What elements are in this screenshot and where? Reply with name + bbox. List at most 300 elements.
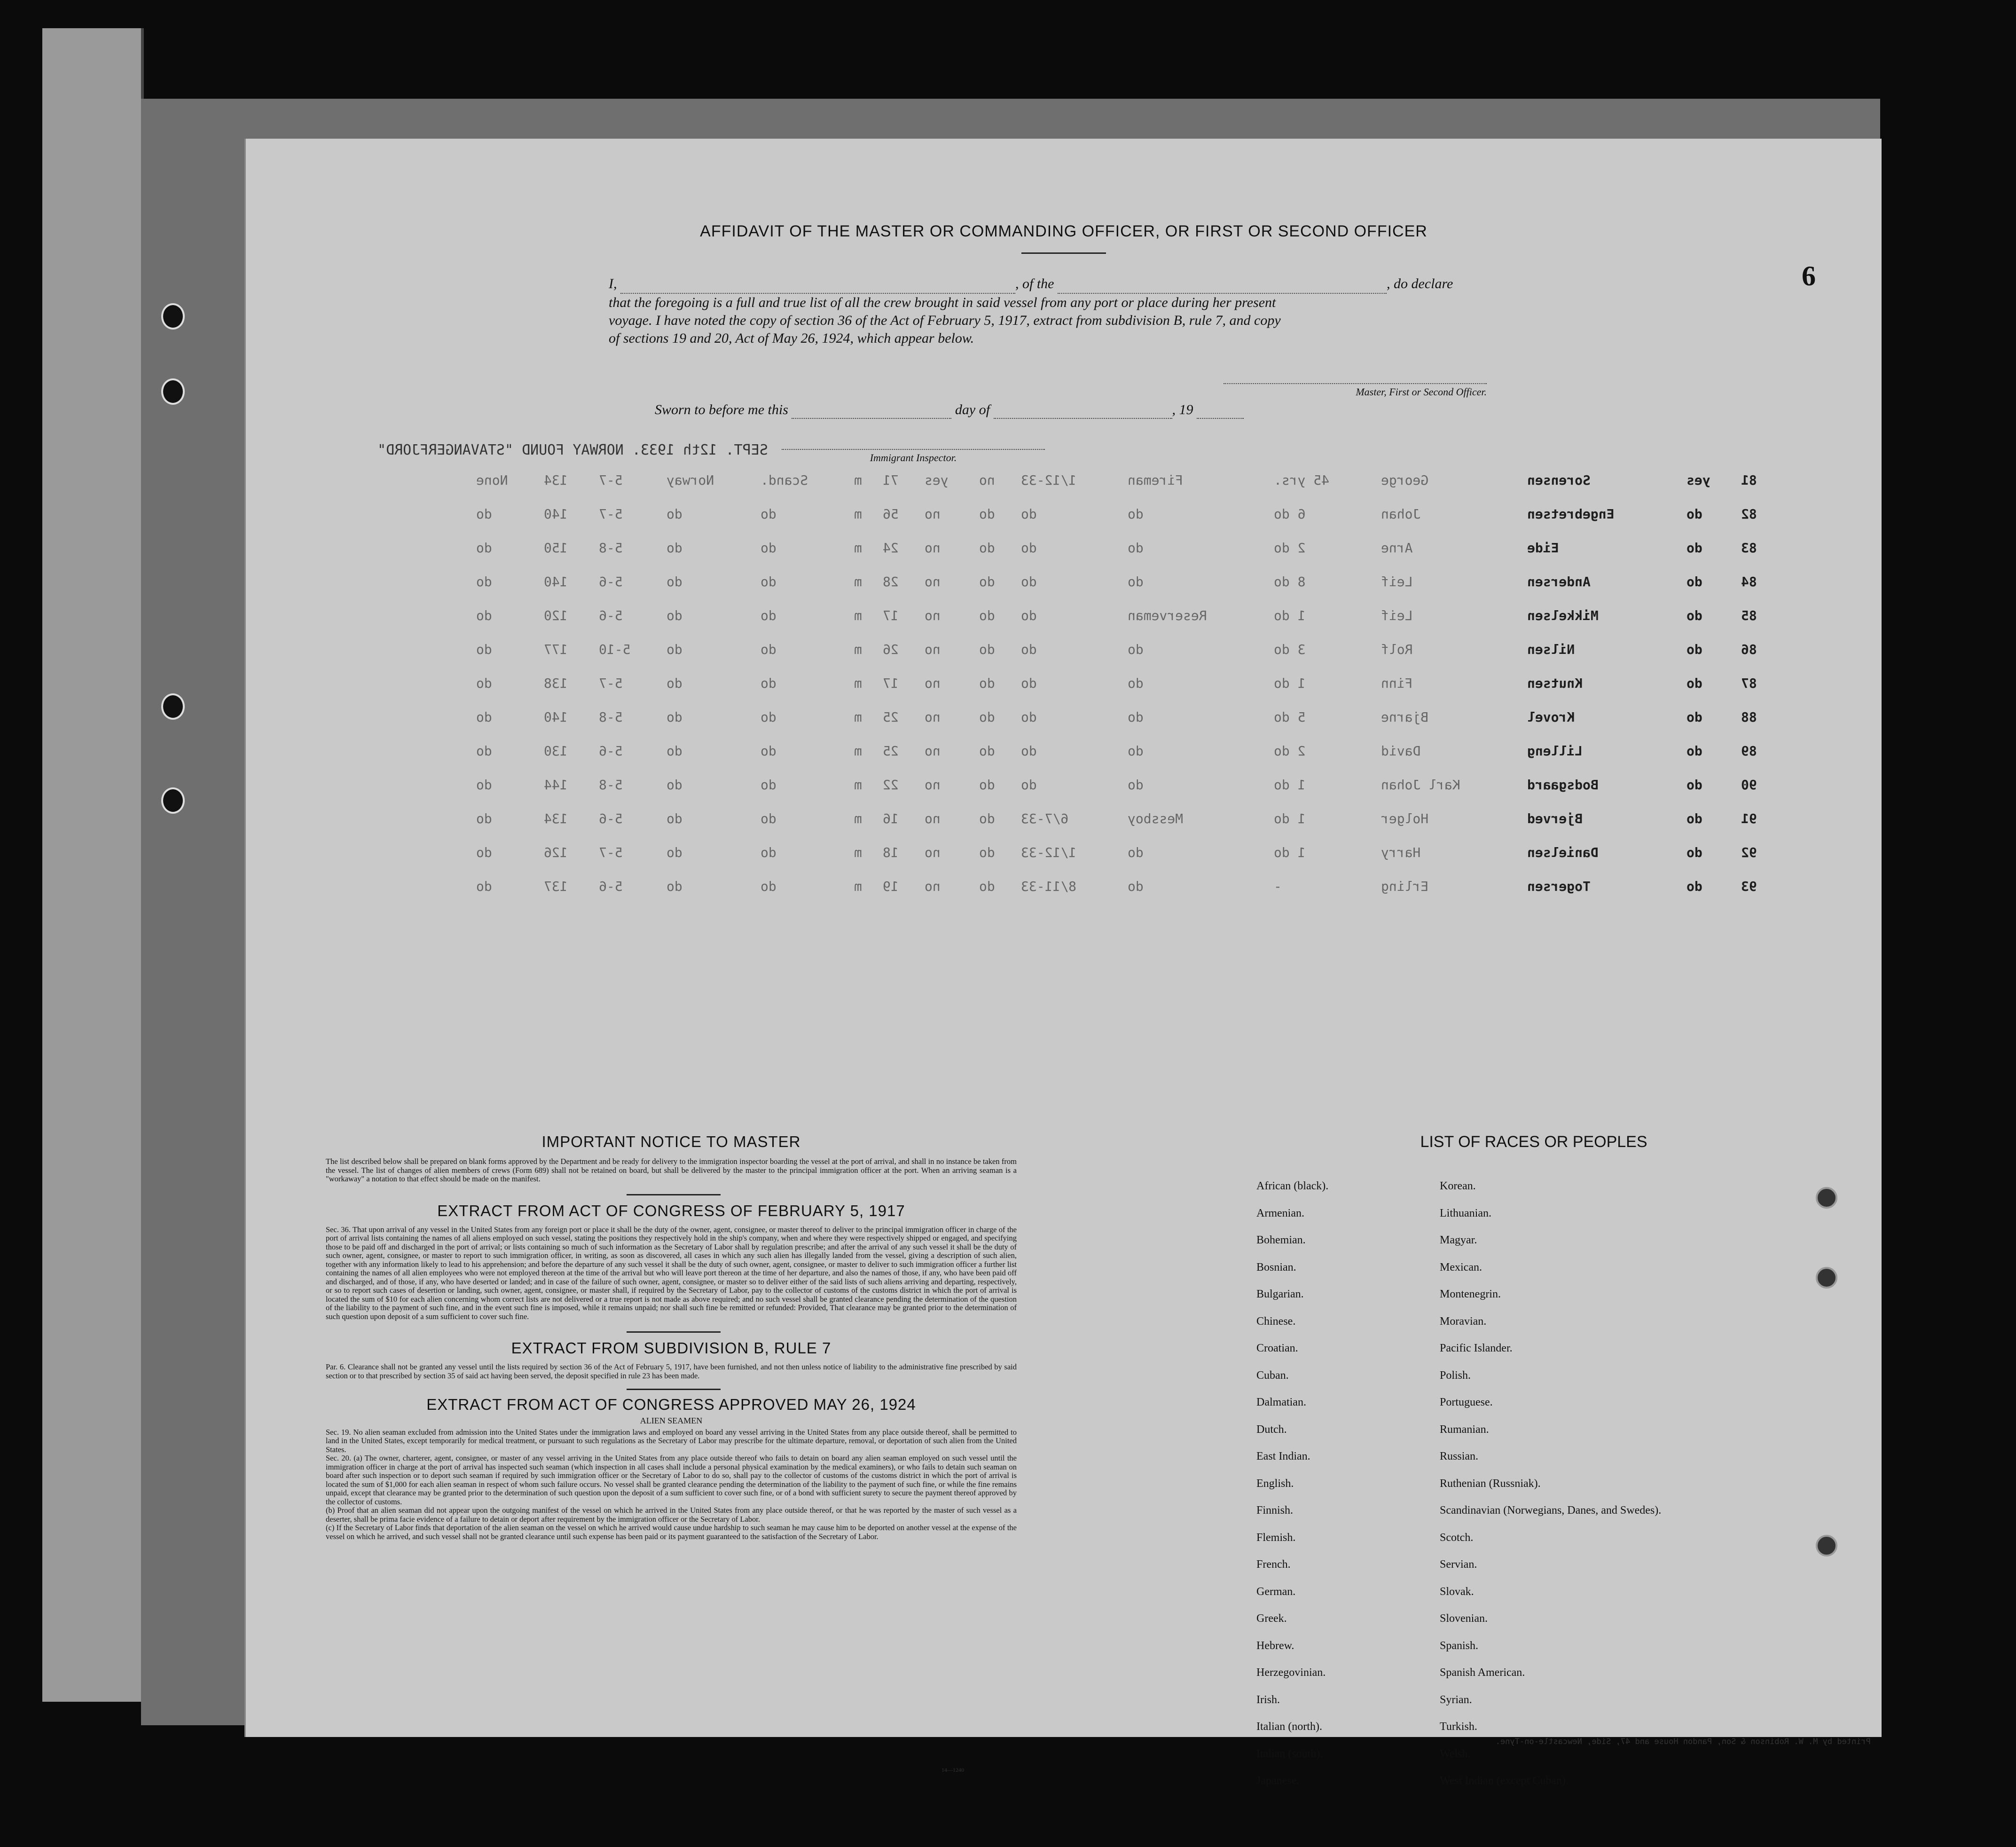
crew-cell-age	[1269, 463, 1376, 497]
crew-cell-text: do	[760, 878, 777, 894]
crew-cell-sex	[849, 835, 878, 869]
crew-cell-text: do	[1686, 506, 1702, 522]
crew-cell-date	[1016, 768, 1123, 802]
affidavit-line-4: of sections 19 and 20, Act of May 26, 1924, which appear below.	[609, 330, 974, 346]
crew-cell-nat	[756, 531, 850, 565]
crew-cell-text: 85	[1741, 607, 1757, 623]
crew-cell-text: David	[1381, 743, 1421, 759]
crew-cell-text: do	[760, 574, 777, 589]
affidavit-text	[609, 275, 1784, 347]
notice-rule	[627, 1194, 721, 1195]
race-row	[1256, 1775, 1726, 1802]
crew-cell-col8	[974, 734, 1016, 768]
crew-cell-no	[1736, 869, 1778, 903]
crew-cell-no	[1736, 565, 1778, 598]
crew-cell-date	[1016, 531, 1123, 565]
crew-cell-text: do	[979, 574, 995, 589]
punch-hole	[161, 787, 185, 814]
crew-cell-age	[1269, 734, 1376, 768]
race-item: Dutch.	[1256, 1423, 1287, 1436]
race-row	[1256, 1288, 1726, 1315]
crew-cell-nat	[756, 802, 850, 835]
crew-cell-sex	[849, 869, 878, 903]
notice-body: The list described below shall be prepared on blank forms approved by the Department and be ready for delivery to the immigration inspector boarding the vessel at the port of arrival, and shall in no instance be taken from the vessel. The list of changes of alien members of crews (Form 689) shall not be retained on board, but shall be delivered by the master to the principal immigration officer at the port. When an arriving seaman is a "workaway" a notation to that effect should be made on the manifest.	[326, 1157, 1017, 1183]
crew-cell-col8	[974, 700, 1016, 734]
race-row	[1256, 1342, 1726, 1369]
crew-cell-age	[1269, 700, 1376, 734]
race-item: Russian.	[1440, 1450, 1479, 1462]
crew-cell-text: 17	[883, 607, 899, 623]
crew-cell-height	[594, 802, 662, 835]
crew-cell-text: do	[760, 607, 777, 623]
crew-cell-role	[1123, 768, 1269, 802]
printer-imprint: Printed by M. W. Robinson & Son, Pandon House and 47, Side, Newcastle-on-Tyne.	[1495, 1737, 1871, 1746]
race-item: French.	[1256, 1558, 1291, 1571]
crew-cell-text: 5-7	[598, 675, 623, 691]
crew-cell-text: no	[979, 472, 995, 488]
crew-cell-col8	[974, 835, 1016, 869]
crew-cell-text: m	[854, 709, 863, 725]
crew-cell-col9	[920, 700, 974, 734]
crew-cell-role	[1123, 463, 1269, 497]
crew-cell-given	[1376, 768, 1522, 802]
crew-cell-text: Andersen	[1527, 574, 1591, 589]
crew-cell-text: 1/12-33	[1020, 844, 1076, 860]
race-item: Turkish.	[1440, 1721, 1477, 1733]
crew-cell-text: 5-6	[598, 878, 623, 894]
crew-cell-text: 1 do	[1274, 675, 1306, 691]
crew-cell-text: 2 do	[1274, 743, 1306, 759]
crew-cell-text: no	[924, 709, 941, 725]
crew-cell-country	[662, 497, 756, 531]
crew-cell-sex	[849, 632, 878, 666]
crew-cell-height	[594, 463, 662, 497]
sworn-line	[655, 402, 1244, 419]
crew-cell-age2	[878, 463, 920, 497]
crew-cell-no	[1736, 734, 1778, 768]
crew-cell-age2	[878, 869, 920, 903]
crew-cell-text: Karl Johan	[1381, 777, 1460, 793]
crew-cell-text: 8/11-33	[1020, 878, 1076, 894]
race-row	[1256, 1261, 1726, 1289]
crew-cell-text: do	[1020, 540, 1037, 556]
crew-cell-weight	[539, 497, 594, 531]
crew-cell-given	[1376, 531, 1522, 565]
crew-cell-age	[1269, 768, 1376, 802]
crew-cell-height	[594, 734, 662, 768]
crew-row	[471, 768, 1778, 802]
crew-cell-surname	[1522, 531, 1682, 565]
crew-cell-date	[1016, 734, 1123, 768]
extract2-title: EXTRACT FROM SUBDIVISION B, RULE 7	[511, 1339, 832, 1357]
crew-cell-mark	[471, 835, 539, 869]
crew-cell-text: yes	[1686, 472, 1710, 488]
crew-cell-text: 5-6	[598, 574, 623, 589]
race-item: Irish.	[1256, 1693, 1280, 1706]
crew-cell-text: 140	[544, 574, 568, 589]
crew-cell-text: do	[1128, 641, 1144, 657]
crew-cell-date	[1016, 802, 1123, 835]
crew-cell-weight	[539, 598, 594, 632]
crew-cell-age2	[878, 666, 920, 700]
day-of-text: day of	[955, 402, 990, 417]
crew-cell-text: 5-8	[598, 777, 623, 793]
crew-cell-col8	[974, 802, 1016, 835]
crew-cell-text: m	[854, 878, 863, 894]
race-item: Korean.	[1440, 1180, 1476, 1192]
crew-cell-text: do	[1686, 641, 1702, 657]
crew-cell-col9	[920, 768, 974, 802]
crew-cell-surname	[1522, 734, 1682, 768]
extract2-body: Par. 6. Clearance shall not be granted any vessel until the lists required by section 36 of the Act of February 5, 1917, have been furnished, and not then unless notice of liability to the administrative fine prescribed by said section or to that prescribed by section 35 of said act having been served, the deposit specified in rule 23 has been made.	[326, 1362, 1017, 1380]
affidavit-declare: , do declare	[1387, 276, 1453, 291]
crew-cell-text: m	[854, 743, 863, 759]
race-item: Moravian.	[1440, 1315, 1487, 1328]
crew-cell-mark	[471, 666, 539, 700]
crew-cell-col9	[920, 802, 974, 835]
punch-hole	[161, 303, 185, 330]
race-row	[1256, 1234, 1726, 1261]
crew-cell-text: 3 do	[1274, 641, 1306, 657]
crew-cell-text: do	[1686, 743, 1702, 759]
crew-cell-given	[1376, 835, 1522, 869]
race-item: Greek.	[1256, 1612, 1287, 1625]
crew-cell-text: 92	[1741, 844, 1757, 860]
race-row	[1256, 1423, 1726, 1451]
crew-cell-col8	[974, 497, 1016, 531]
crew-cell-country	[662, 869, 756, 903]
crew-cell-text: Mikkelsen	[1527, 607, 1599, 623]
crew-cell-text: do	[1128, 878, 1144, 894]
crew-cell-text: do	[666, 675, 682, 691]
punch-hole	[161, 693, 185, 720]
crew-cell-text: 1 do	[1274, 810, 1306, 826]
extract3-sec20c: (c) If the Secretary of Labor finds that deportation of the alien seaman on the vessel on which he arrived would cause undue hardship to such seaman he may cause him to be deported on another vessel at the expense of the vessel on which he arrived, and such vessel shall not be granted clearance until such expense has been paid or its payment guaranteed to the satisfaction of the Secretary of Labor.	[326, 1523, 1017, 1541]
crew-cell-mark	[471, 700, 539, 734]
crew-cell-text: do	[760, 641, 777, 657]
year-text: , 19	[1172, 402, 1193, 417]
crew-cell-text: -	[1274, 878, 1282, 894]
crew-cell-text: 130	[544, 743, 568, 759]
notice-section	[326, 1133, 1017, 1541]
crew-cell-date	[1016, 497, 1123, 531]
crew-cell-text: do	[666, 878, 682, 894]
crew-cell-surname	[1522, 598, 1682, 632]
extract3-sec19: Sec. 19. No alien seaman excluded from admission into the United States under the immigration laws and employed on board any vessel arriving in the United States from any place outside thereof, shall be permitted to land in the United States, except temporarily for medical treatment, or pursuant to such regulations as the Secretary of Labor may prescribe for the ultimate departure, removal, or deportation of such alien from the United States.	[326, 1427, 1017, 1454]
crew-cell-age	[1269, 666, 1376, 700]
crew-cell-text: Leif	[1381, 574, 1413, 589]
race-item: Herzegovinian.	[1256, 1666, 1326, 1679]
crew-cell-text: 1 do	[1274, 777, 1306, 793]
crew-cell-age2	[878, 802, 920, 835]
crew-cell-surname	[1522, 835, 1682, 869]
crew-cell-text: do	[476, 506, 492, 522]
crew-cell-text: 134	[544, 810, 568, 826]
crew-cell-col8	[974, 768, 1016, 802]
crew-cell-col8	[974, 565, 1016, 598]
race-row	[1256, 1612, 1726, 1640]
crew-cell-nat	[756, 835, 850, 869]
crew-cell-given	[1376, 632, 1522, 666]
crew-cell-surname	[1522, 700, 1682, 734]
crew-cell-text: do	[1128, 844, 1144, 860]
crew-cell-flag	[1682, 497, 1736, 531]
crew-cell-flag	[1682, 598, 1736, 632]
crew-cell-text: Togersen	[1527, 878, 1591, 894]
crew-cell-col9	[920, 565, 974, 598]
crew-cell-surname	[1522, 565, 1682, 598]
crew-bleed-table	[471, 463, 1778, 903]
crew-cell-mark	[471, 565, 539, 598]
crew-cell-text: Bjerved	[1527, 810, 1583, 826]
crew-cell-nat	[756, 666, 850, 700]
crew-cell-col9	[920, 869, 974, 903]
race-item: Slovenian.	[1440, 1612, 1488, 1625]
crew-cell-text: Norway	[666, 472, 714, 488]
crew-row	[471, 531, 1778, 565]
crew-cell-role	[1123, 734, 1269, 768]
crew-cell-text: no	[924, 675, 941, 691]
crew-cell-text: 5-6	[598, 607, 623, 623]
race-item: Scandinavian (Norwegians, Danes, and Swedes).	[1440, 1504, 1662, 1517]
punch-hole	[161, 378, 185, 405]
crew-cell-height	[594, 531, 662, 565]
race-item: Welsh.	[1440, 1747, 1471, 1760]
crew-cell-date	[1016, 632, 1123, 666]
crew-cell-flag	[1682, 869, 1736, 903]
crew-cell-surname	[1522, 768, 1682, 802]
crew-cell-col8	[974, 598, 1016, 632]
crew-cell-col9	[920, 835, 974, 869]
race-item: Armenian.	[1256, 1207, 1304, 1219]
crew-cell-text: Messboy	[1128, 810, 1184, 826]
crew-cell-text: 8 do	[1274, 574, 1306, 589]
page-mark: 6	[1802, 260, 1816, 291]
crew-cell-text: 18	[883, 844, 899, 860]
race-row	[1256, 1369, 1726, 1397]
crew-cell-no	[1736, 666, 1778, 700]
crew-cell-text: do	[979, 675, 995, 691]
crew-cell-text: do	[1128, 540, 1144, 556]
race-item: Montenegrin.	[1440, 1288, 1501, 1300]
race-item: Hebrew.	[1256, 1639, 1294, 1652]
crew-cell-text: 25	[883, 709, 899, 725]
form-number: 14—1240	[941, 1767, 964, 1773]
crew-cell-col9	[920, 632, 974, 666]
crew-cell-col9	[920, 666, 974, 700]
crew-cell-text: 5-7	[598, 506, 623, 522]
crew-cell-weight	[539, 869, 594, 903]
race-item: African (black).	[1256, 1180, 1329, 1192]
crew-cell-text: do	[666, 777, 682, 793]
crew-cell-sex	[849, 768, 878, 802]
extract1-body: Sec. 36. That upon arrival of any vessel in the United States from any foreign port or place it shall be the duty of the owner, agent, consignee, or master thereof to deliver to the principal immigration officer in charge of the port of arrival lists containing the names of all aliens employed on such vessel, stating the positions they respectively hold in the ship's company, when and where they were respectively shipped or engaged, and specifying those to be paid off and discharged in the port of arrival; or lists containing so much of such information as the Secretary of Labor shall by regulation prescribe; and after the arrival of any such vessel it shall be the duty of such owner, agent, consignee, or master to report to such immigration officer, in writing, as soon as discovered, all cases in which any such alien has illegally landed from the vessel, giving a description of such alien, together with any information likely to lead to his apprehension; and before the departure of any such vessel it shall be the duty of such owner, agent, consignee, or master to deliver to such immigration officer a further list containing the names of all alien employees who were not employed thereon at the time of the arrival but who will leave port thereon at the time of her departure, and also the names of those, if any, who have been paid off and discharged, and of those, if any, who have deserted or landed; and in case of the failure of such owner, agent, consignee, or master so to deliver either of the said lists of such aliens arriving and departing, respectively, or so to report such cases of desertion or landing, such owner, agent, consignee, or master shall, if required by the Secretary of Labor, pay to the collector of customs of the customs district in which the port of arrival is located the sum of $10 for each alien concerning whom correct lists are not delivered or a true report is not made as above required; and no such vessel shall be granted clearance pending the determination of the question of the liability to the payment of such fine, and in the event such fine is imposed, while it remains unpaid; nor shall such fine be remitted or refunded: Provided, That clearance may be granted prior to the determination of such question upon deposit of a sum sufficient to cover such fine.	[326, 1225, 1017, 1321]
crew-cell-text: 6 do	[1274, 506, 1306, 522]
crew-cell-nat	[756, 700, 850, 734]
crew-cell-text: m	[854, 844, 863, 860]
crew-cell-text: 28	[883, 574, 899, 589]
crew-cell-text: 19	[883, 878, 899, 894]
crew-cell-text: no	[924, 641, 941, 657]
crew-cell-text: Reserveman	[1128, 607, 1207, 623]
crew-cell-country	[662, 734, 756, 768]
punch-hole	[1816, 1267, 1837, 1289]
crew-cell-text: no	[924, 574, 941, 589]
race-row	[1256, 1450, 1726, 1478]
crew-cell-text: Johan	[1381, 506, 1421, 522]
crew-cell-no	[1736, 802, 1778, 835]
race-row	[1256, 1478, 1726, 1505]
crew-cell-text: do	[760, 844, 777, 860]
crew-cell-no	[1736, 632, 1778, 666]
punch-hole	[1816, 1187, 1837, 1209]
crew-cell-age	[1269, 869, 1376, 903]
race-item: Mexican.	[1440, 1261, 1482, 1273]
race-item: Rumanian.	[1440, 1423, 1489, 1436]
master-signature-line: Master, First or Second Officer.	[1224, 383, 1487, 398]
crew-cell-age	[1269, 497, 1376, 531]
crew-cell-flag	[1682, 734, 1736, 768]
crew-cell-role	[1123, 531, 1269, 565]
crew-cell-text: 22	[883, 777, 899, 793]
race-item: Croatian.	[1256, 1342, 1298, 1354]
crew-cell-text: do	[1020, 743, 1037, 759]
crew-cell-text: 89	[1741, 743, 1757, 759]
crew-cell-text: do	[1686, 844, 1702, 860]
crew-cell-text: do	[1686, 540, 1702, 556]
crew-row	[471, 463, 1778, 497]
race-item: Lithuanian.	[1440, 1207, 1491, 1219]
crew-cell-text: do	[666, 709, 682, 725]
crew-cell-text: None	[476, 472, 508, 488]
crew-cell-text: m	[854, 472, 863, 488]
affidavit-line-3: voyage. I have noted the copy of section 36 of the Act of February 5, 1917, extract from subdivision B, rule 7, and copy	[609, 313, 1281, 328]
crew-cell-text: 5-10	[598, 641, 631, 657]
crew-cell-age	[1269, 632, 1376, 666]
crew-cell-weight	[539, 802, 594, 835]
crew-cell-text: 16	[883, 810, 899, 826]
crew-cell-text: 87	[1741, 675, 1757, 691]
crew-cell-text: 2 do	[1274, 540, 1306, 556]
crew-cell-country	[662, 531, 756, 565]
crew-cell-age2	[878, 497, 920, 531]
crew-cell-weight	[539, 835, 594, 869]
crew-cell-given	[1376, 497, 1522, 531]
crew-cell-text: do	[760, 540, 777, 556]
crew-cell-text: 1/12-33	[1020, 472, 1076, 488]
crew-cell-country	[662, 565, 756, 598]
extract3-sec20b: (b) Proof that an alien seaman did not appear upon the outgoing manifest of the vessel on which he arrived in the United States from any place outside thereof, or that he was reported by the master of such vessel as a deserter, shall be prima facie evidence of a failure to detain or deport after requirement by the immigration officer or the Secretary of Labor.	[326, 1506, 1017, 1524]
race-row	[1256, 1315, 1726, 1343]
race-item: Cuban.	[1256, 1369, 1289, 1382]
left-paper-edge	[42, 28, 144, 1702]
race-item: Bulgarian.	[1256, 1288, 1304, 1300]
crew-cell-text: m	[854, 777, 863, 793]
race-item: Portuguese.	[1440, 1396, 1493, 1408]
crew-cell-given	[1376, 802, 1522, 835]
crew-cell-text: do	[979, 844, 995, 860]
crew-cell-text: 5-8	[598, 709, 623, 725]
crew-cell-text: 140	[544, 709, 568, 725]
crew-cell-date	[1016, 700, 1123, 734]
crew-cell-height	[594, 869, 662, 903]
crew-cell-role	[1123, 802, 1269, 835]
crew-cell-text: do	[1128, 675, 1144, 691]
crew-cell-date	[1016, 598, 1123, 632]
crew-cell-text: 5-6	[598, 810, 623, 826]
notice-title: IMPORTANT NOTICE TO MASTER	[541, 1133, 801, 1150]
race-item: Scotch.	[1440, 1531, 1474, 1544]
crew-cell-height	[594, 666, 662, 700]
crew-row	[471, 802, 1778, 835]
crew-cell-text: do	[760, 743, 777, 759]
crew-cell-text: do	[666, 810, 682, 826]
crew-cell-text: Holger	[1381, 810, 1429, 826]
race-item: West Indian (except Cuban).	[1440, 1775, 1569, 1787]
crew-cell-text: 88	[1741, 709, 1757, 725]
crew-cell-text: 56	[883, 506, 899, 522]
crew-cell-surname	[1522, 869, 1682, 903]
race-row	[1256, 1207, 1726, 1234]
race-item: East Indian.	[1256, 1450, 1310, 1462]
crew-cell-text: 150	[544, 540, 568, 556]
crew-cell-role	[1123, 565, 1269, 598]
race-item: Bosnian.	[1256, 1261, 1296, 1273]
crew-cell-text: no	[924, 878, 941, 894]
crew-cell-text: do	[1128, 574, 1144, 589]
crew-row	[471, 869, 1778, 903]
crew-cell-nat	[756, 598, 850, 632]
race-item: Flemish.	[1256, 1531, 1296, 1544]
crew-cell-text: Scand.	[760, 472, 808, 488]
crew-row	[471, 632, 1778, 666]
crew-cell-text: 26	[883, 641, 899, 657]
crew-cell-text: Engebretsen	[1527, 506, 1615, 522]
crew-cell-height	[594, 700, 662, 734]
race-row	[1256, 1180, 1726, 1207]
crew-cell-text: m	[854, 607, 863, 623]
crew-cell-weight	[539, 666, 594, 700]
crew-cell-text: Knutsen	[1527, 675, 1583, 691]
crew-row	[471, 565, 1778, 598]
crew-cell-text: do	[476, 844, 492, 860]
crew-cell-text: do	[760, 709, 777, 725]
crew-cell-text: Sorensen	[1527, 472, 1591, 488]
crew-cell-role	[1123, 598, 1269, 632]
crew-cell-sex	[849, 700, 878, 734]
crew-cell-text: do	[1686, 607, 1702, 623]
crew-cell-text: 6/7-33	[1020, 810, 1068, 826]
crew-cell-weight	[539, 768, 594, 802]
crew-cell-text: 5-7	[598, 472, 623, 488]
crew-cell-flag	[1682, 666, 1736, 700]
crew-cell-sex	[849, 565, 878, 598]
affidavit-i: I,	[609, 276, 617, 291]
crew-cell-text: Bjarne	[1381, 709, 1429, 725]
crew-cell-text: 5-7	[598, 844, 623, 860]
crew-cell-text: do	[476, 641, 492, 657]
crew-cell-date	[1016, 869, 1123, 903]
race-row	[1256, 1558, 1726, 1586]
crew-cell-text: no	[924, 743, 941, 759]
crew-cell-text: do	[476, 709, 492, 725]
crew-cell-text: do	[760, 675, 777, 691]
crew-cell-surname	[1522, 802, 1682, 835]
crew-cell-text: Nilsen	[1527, 641, 1575, 657]
race-item: Ruthenian (Russniak).	[1440, 1477, 1541, 1490]
crew-cell-flag	[1682, 700, 1736, 734]
crew-cell-text: Leif	[1381, 607, 1413, 623]
